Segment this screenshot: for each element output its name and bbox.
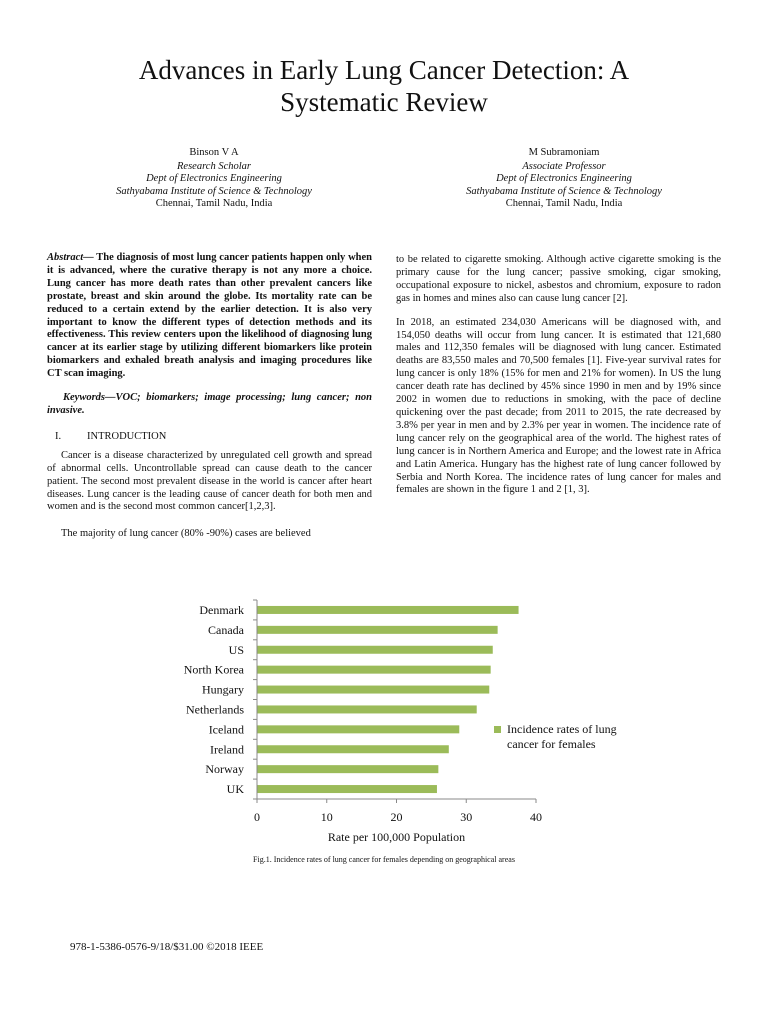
x-tick-label: 40: [530, 810, 542, 824]
author-dept: Dept of Electronics Engineering: [496, 173, 632, 185]
x-axis-title: Rate per 100,000 Population: [327, 830, 466, 844]
bar: [257, 725, 459, 733]
author-block-2: [434, 147, 694, 211]
bar: [257, 626, 498, 634]
bar: [257, 646, 493, 654]
bar: [257, 606, 519, 614]
x-tick-label: 30: [460, 810, 473, 824]
x-tick-label: 0: [254, 810, 260, 824]
author-location: Chennai, Tamil Nadu, India: [155, 198, 273, 210]
left-column: [47, 252, 372, 552]
keywords: Keywords—VOC; biomarkers; image processing; lung cancer; non invasive.: [47, 392, 372, 416]
category-label: Canada: [208, 622, 244, 637]
legend-swatch: [494, 726, 501, 733]
section-number: I.: [55, 430, 62, 442]
section-title: INTRODUCTION: [87, 430, 167, 442]
bar: [257, 666, 491, 674]
x-tick-label: 10: [320, 810, 333, 824]
author-dept: Dept of Electronics Engineering: [146, 173, 282, 185]
bar: [257, 686, 489, 694]
category-label: Norway: [205, 762, 244, 777]
category-label: Hungary: [202, 682, 244, 697]
legend-label: cancer for females: [507, 737, 596, 751]
bar-chart: [150, 594, 640, 849]
footer-copyright: 978-1-5386-0576-9/18/$31.00 ©2018 IEEE: [70, 941, 264, 953]
section-heading: [47, 431, 372, 444]
right-paragraph-1: to be related to cigarette smoking. Although active cigarette smoking is the primary cause for the lung cancer; passive smoking, cigar smoking, occupational exposure to nickel, asbestos and chromium, exposure to radon gas in homes and mines also can cause lung cancer [2].: [396, 254, 721, 304]
abstract-lead: Abstract: [47, 252, 84, 263]
x-tick-label: 20: [390, 810, 403, 824]
bar: [257, 705, 477, 713]
right-column: [396, 254, 721, 508]
author-role: Associate Professor: [522, 160, 606, 172]
category-label: North Korea: [183, 662, 244, 677]
intro-paragraph-2: The majority of lung cancer (80% -90%) cases are believed: [61, 528, 311, 540]
category-label: US: [228, 642, 244, 657]
title-line-1: Advances in Early Lung Cancer Detection: A: [138, 55, 630, 85]
figure-caption: Fig.1. Incidence rates of lung cancer for females depending on geographical areas: [253, 855, 515, 864]
category-label: Denmark: [199, 602, 244, 617]
author-name: M Subramoniam: [528, 147, 600, 158]
legend-label: Incidence rates of lung: [507, 722, 617, 736]
author-institution: Sathyabama Institute of Science & Technology: [116, 185, 312, 197]
bar: [257, 785, 437, 793]
bar: [257, 745, 449, 753]
author-location: Chennai, Tamil Nadu, India: [505, 198, 623, 210]
paper-title: [60, 54, 708, 118]
author-name: Binson V A: [189, 147, 239, 158]
category-label: Netherlands: [186, 702, 244, 717]
category-label: UK: [226, 782, 244, 797]
category-label: Iceland: [208, 722, 244, 737]
bar: [257, 765, 438, 773]
author-role: Research Scholar: [177, 160, 251, 172]
title-line-2: Systematic Review: [280, 87, 488, 117]
intro-paragraph-1: Cancer is a disease characterized by unregulated cell growth and spread of abnormal cells. Uncontrollable spread can cause death to the cancer patient. The second most prevalent disease in the world is cancer after heart diseases. Lung cancer is the leading cause of cancer death for both men and women and is the second most common cancer[1,2,3].: [47, 449, 372, 513]
abstract-body: — The diagnosis of most lung cancer patients happen only when it is advanced, where the curative therapy is not any more a choice. Lung cancer has more death rates than other prevalent cancers like prostate, breast and skin around the globe. Its mortality rate can be reduced to a certain extend by the earlier detection. It is also very important to know the different types of detection methods and its effectiveness. This review centers upon the likelihood of diagnosing lung cancer at its earlier stage by utilizing different biomarkers like protein biomarkers and exhaled breath analysis and imaging procedures like CT scan imaging.: [47, 252, 372, 380]
category-label: Ireland: [210, 742, 244, 757]
author-institution: Sathyabama Institute of Science & Technology: [466, 185, 662, 197]
author-block-1: [84, 147, 344, 211]
abstract: [47, 252, 372, 381]
right-paragraph-2: In 2018, an estimated 234,030 Americans will be diagnosed with, and 154,050 deaths will occur from lung cancer. It is estimated that 121,680 males and 112,350 females will be diagnosed with lung cancer. Estimated deaths are 83,550 males and 70,500 females [1]. Five-year survival rates for lung cancer is only 18% (15% for men and 21% for women). In US the lung cancer death rate has declined by 45% since 1990 in men and by 19% since 2002 in women due to reductions in smoking, with the pace of decline quickening over the past decade; from 2011 to 2015, the rate decreased by 3.8% per year in men and by 2.3% per year in women. The incidence rate of lung cancer rely on the geographical area of the world. The highest rates of lung cancer is in Northern America and Europe; and the lowest rate in Africa and Latin America. Hungary has the highest rate of lung cancer followed by Serbia and North Korea. The incidence rates of lung cancer for males and females are shown in the figure 1 and 2 [1, 3].: [396, 316, 721, 496]
